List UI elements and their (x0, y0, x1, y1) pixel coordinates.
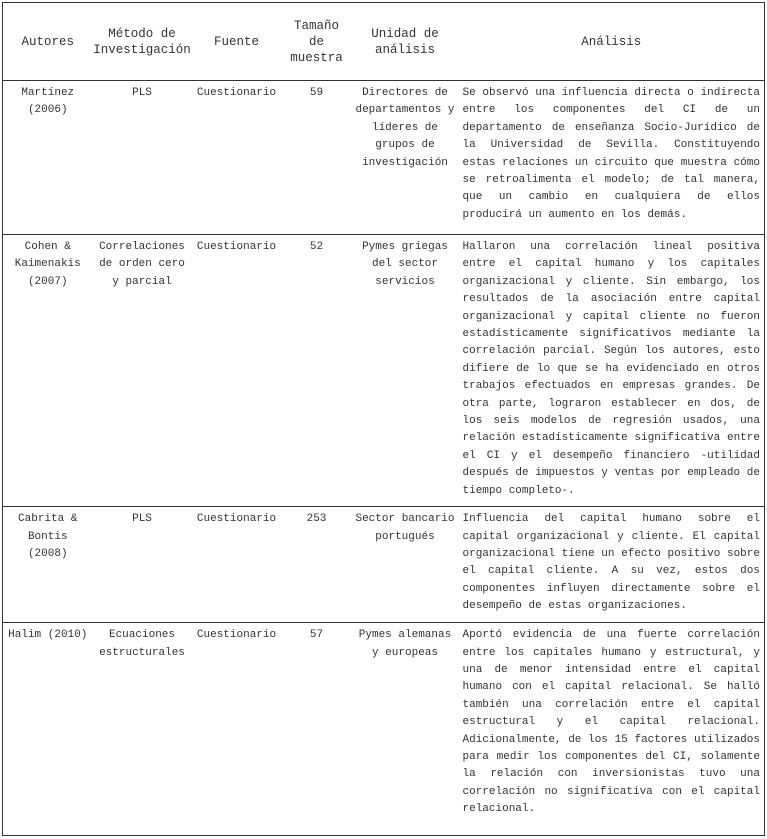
header-fuente: Fuente (192, 3, 282, 81)
cell-tamano: 253 (282, 507, 352, 623)
cell-unidad: Sector bancario portugués (352, 507, 459, 623)
cell-autores: Cabrita & Bontis (2008) (3, 507, 93, 623)
cell-fuente: Cuestionario (192, 507, 282, 623)
header-analisis: Análisis (459, 3, 765, 81)
cell-metodo: Ecuaciones estructurales (93, 623, 192, 836)
header-row (3, 3, 765, 81)
cell-metodo: Correlaciones de orden cero y parcial (93, 235, 192, 507)
header-tamano: Tamaño de muestra (282, 3, 352, 81)
cell-fuente: Cuestionario (192, 81, 282, 235)
cell-tamano: 52 (282, 235, 352, 507)
table-row (3, 81, 765, 235)
header-unidad: Unidad de análisis (352, 3, 459, 81)
table-header (3, 3, 765, 81)
cell-metodo: PLS (93, 81, 192, 235)
literature-review-table (2, 2, 765, 836)
header-autores: Autores (3, 3, 93, 81)
cell-analisis: Se observó una influencia directa o indirecta entre los componentes del CI de un departamento de enseñanza Socio-Jurídico de la Universidad de Sevilla. Constituyendo estas relaciones un circuito que muestra cómo se retroalimenta el modelo; de tal manera, que un cambio en cualquiera de ellos producirá un aumento en los demás. (459, 81, 765, 235)
cell-autores: Martínez (2006) (3, 81, 93, 235)
header-metodo: Método de Investigación (93, 3, 192, 81)
cell-autores: Halim (2010) (3, 623, 93, 836)
table-body (3, 81, 765, 836)
cell-tamano: 59 (282, 81, 352, 235)
cell-analisis: Influencia del capital humano sobre el capital organizacional y cliente. El capital organizacional tiene un efecto positivo sobre el capital cliente. A su vez, estos dos componentes influyen directamente sobre el desempeño de estas organizaciones. (459, 507, 765, 623)
table-row (3, 507, 765, 623)
cell-fuente: Cuestionario (192, 235, 282, 507)
cell-unidad: Pymes alemanas y europeas (352, 623, 459, 836)
cell-metodo: PLS (93, 507, 192, 623)
cell-unidad: Directores de departamentos y líderes de grupos de investigación (352, 81, 459, 235)
cell-analisis: Hallaron una correlación lineal positiva entre el capital humano y los capitales organizacional y cliente. Sin embargo, los resultados de la asociación entre capital organizacional y capital cliente no fueron estadísticamente significativos mediante la correlación parcial. Según los autores, esto difiere de lo que se ha evidenciado en otros trabajos efectuados en empresas grandes. De otra parte, lograron establecer en dos, de los seis modelos de regresión usados, una relación estadísticamente significativa entre el CI y el desempeño financiero -utilidad después de impuestos y ventas por empleado de tiempo completo-. (459, 235, 765, 507)
cell-analisis: Aportó evidencia de una fuerte correlación entre los capitales humano y estructural, y una de menor intensidad entre el capital humano con el capital relacional. Se halló también una correlación entre el capital estructural y el capital relacional. Adicionalmente, de los 15 factores utilizados para medir los componentes del CI, solamente la relación con inversionistas tuvo una correlación no significativa con el capital relacional. (459, 623, 765, 836)
table-row (3, 235, 765, 507)
cell-fuente: Cuestionario (192, 623, 282, 836)
table-row (3, 623, 765, 836)
cell-autores: Cohen & Kaimenakis (2007) (3, 235, 93, 507)
cell-unidad: Pymes griegas del sector servicios (352, 235, 459, 507)
cell-tamano: 57 (282, 623, 352, 836)
